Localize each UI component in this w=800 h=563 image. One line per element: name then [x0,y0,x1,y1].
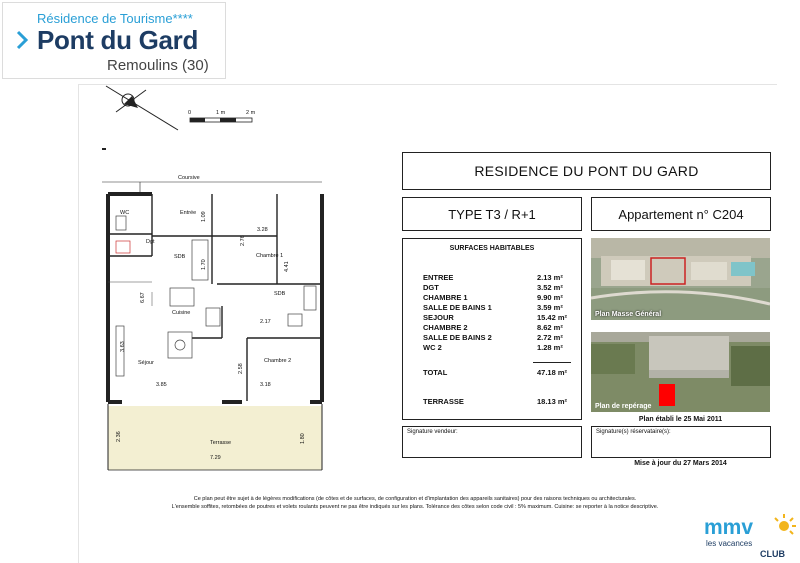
mmv-club: CLUB [760,549,785,559]
plan-reperage-label: Plan de repérage [595,403,652,410]
surface-row [423,343,573,353]
mmv-name: mmv [704,516,754,539]
dim-2-17: 2.17 [260,319,271,325]
surface-value: 2.72 m² [537,333,563,342]
label-entree: Entrée [180,210,197,216]
surface-label: CHAMBRE 1 [423,293,468,302]
dim-2-76: 2.76 [240,235,246,246]
mmv-tagline: les vacances [706,539,753,548]
signature-vendeur-label: Signature vendeur: [407,429,458,435]
surface-value: 15.42 m² [537,313,568,322]
dim-6-67: 6.67 [140,292,146,303]
plan-date: Plan établi le 25 Mai 2011 [638,416,723,423]
dim-1-80: 1.80 [300,433,306,444]
label-sejour: Séjour [138,360,154,366]
apartment-type: TYPE T3 / R+1 [448,206,536,222]
signature-reservataire-field[interactable] [591,426,771,458]
disclaimer-line-1: Ce plan peut être sujet à de légères modifications (de côtes et de surfaces, de configuration et d'implantation des appareils sanitaires) pour des raisons techniques ou architecturales. [193,496,637,502]
dim-1-70: 1.70 [201,259,207,270]
surface-label: CHAMBRE 2 [423,323,468,332]
terrace-label: TERRASSE [423,397,464,406]
apartment-number-box [591,197,771,231]
logo-line-location: Remoulins (30) [107,57,209,74]
surface-row [423,313,573,323]
sun-icon [775,514,796,534]
plan-masse-label: Plan Masse Général [595,311,662,318]
surface-row [423,293,573,303]
label-wc: WC [120,210,130,216]
total-row [423,368,573,378]
surface-value: 9.90 m² [537,293,563,302]
chevron-right-icon [15,29,29,51]
scale-label-1m: 1 m [216,110,226,116]
total-rule [533,362,571,363]
logo-line-name: Pont du Gard [37,25,199,55]
disclaimer-line-2: L'ensemble soffites, retombées de poutres et volets roulants peuvent ne pas être indiqués sur les plans. Tolérance des côtes selon code civil : 5% maximum. Cuisine: se reporter à la notice descriptive. [171,504,659,510]
dim-7-29: 7.29 [210,455,221,461]
label-sdb-1: SDB [174,254,186,260]
surface-label: ENTREE [423,273,454,282]
surfaces-heading: SURFACES HABITABLES [449,245,535,252]
terrace-row [423,397,573,407]
apartment-marker [659,384,675,406]
terrace-value: 18.13 m² [537,397,568,406]
surface-value: 3.59 m² [537,303,563,312]
surface-row [423,273,573,283]
surfaces-table [402,238,582,420]
residence-title: RESIDENCE DU PONT DU GARD [474,163,699,179]
surface-value: 2.13 m² [537,273,563,282]
dim-3-85: 3.85 [156,382,167,388]
dim-4-41: 4.41 [284,261,290,272]
surface-label: SEJOUR [423,313,454,322]
update-date: Mise à jour du 27 Mars 2014 [634,460,727,467]
mmv-logo [700,512,798,562]
plan-reperage-image [591,332,770,412]
type-box [402,197,582,231]
surface-value: 1.28 m² [537,343,563,352]
dim-3-28: 3.28 [257,227,268,233]
disclaimer [110,495,720,511]
logo-line-residence: Résidence de Tourisme**** [37,11,193,26]
residence-logo [2,2,226,79]
scale-label-2m: 2 m [246,110,256,116]
surface-label: SALLE DE BAINS 2 [423,333,492,342]
dim-3-18: 3.18 [260,382,271,388]
surface-row [423,333,573,343]
total-label: TOTAL [423,368,448,377]
scale-label-0: 0 [188,110,192,116]
residence-title-box [402,152,771,190]
signature-vendeur-field[interactable] [402,426,582,458]
label-terrasse: Terrasse [210,440,232,446]
surface-row [423,323,573,333]
dim-1-09: 1.09 [201,211,207,222]
label-dgt: Dgt [146,239,155,245]
surface-row [423,303,573,313]
surface-label: SALLE DE BAINS 1 [423,303,492,312]
signature-reservataire-label: Signature(s) réservataire(s): [596,429,671,435]
label-sdb-2: SDB [274,291,286,297]
surface-label: DGT [423,283,439,292]
dim-2-58: 2.58 [238,363,244,374]
dim-3-63: 3.63 [120,341,126,352]
surface-value: 3.52 m² [537,283,563,292]
label-cuisine: Cuisine [172,310,191,316]
surface-row [423,283,573,293]
dim-2-36: 2.36 [116,431,122,442]
label-chambre-1: Chambre 1 [256,253,284,259]
floor-plan [92,76,332,476]
total-value: 47.18 m² [537,368,568,377]
apartment-number: Appartement n° C204 [618,206,744,222]
plan-masse-image [591,238,770,320]
surface-label: WC 2 [423,343,442,352]
label-coursive: Coursive [178,175,200,181]
label-chambre-2: Chambre 2 [264,358,292,364]
surface-value: 8.62 m² [537,323,563,332]
